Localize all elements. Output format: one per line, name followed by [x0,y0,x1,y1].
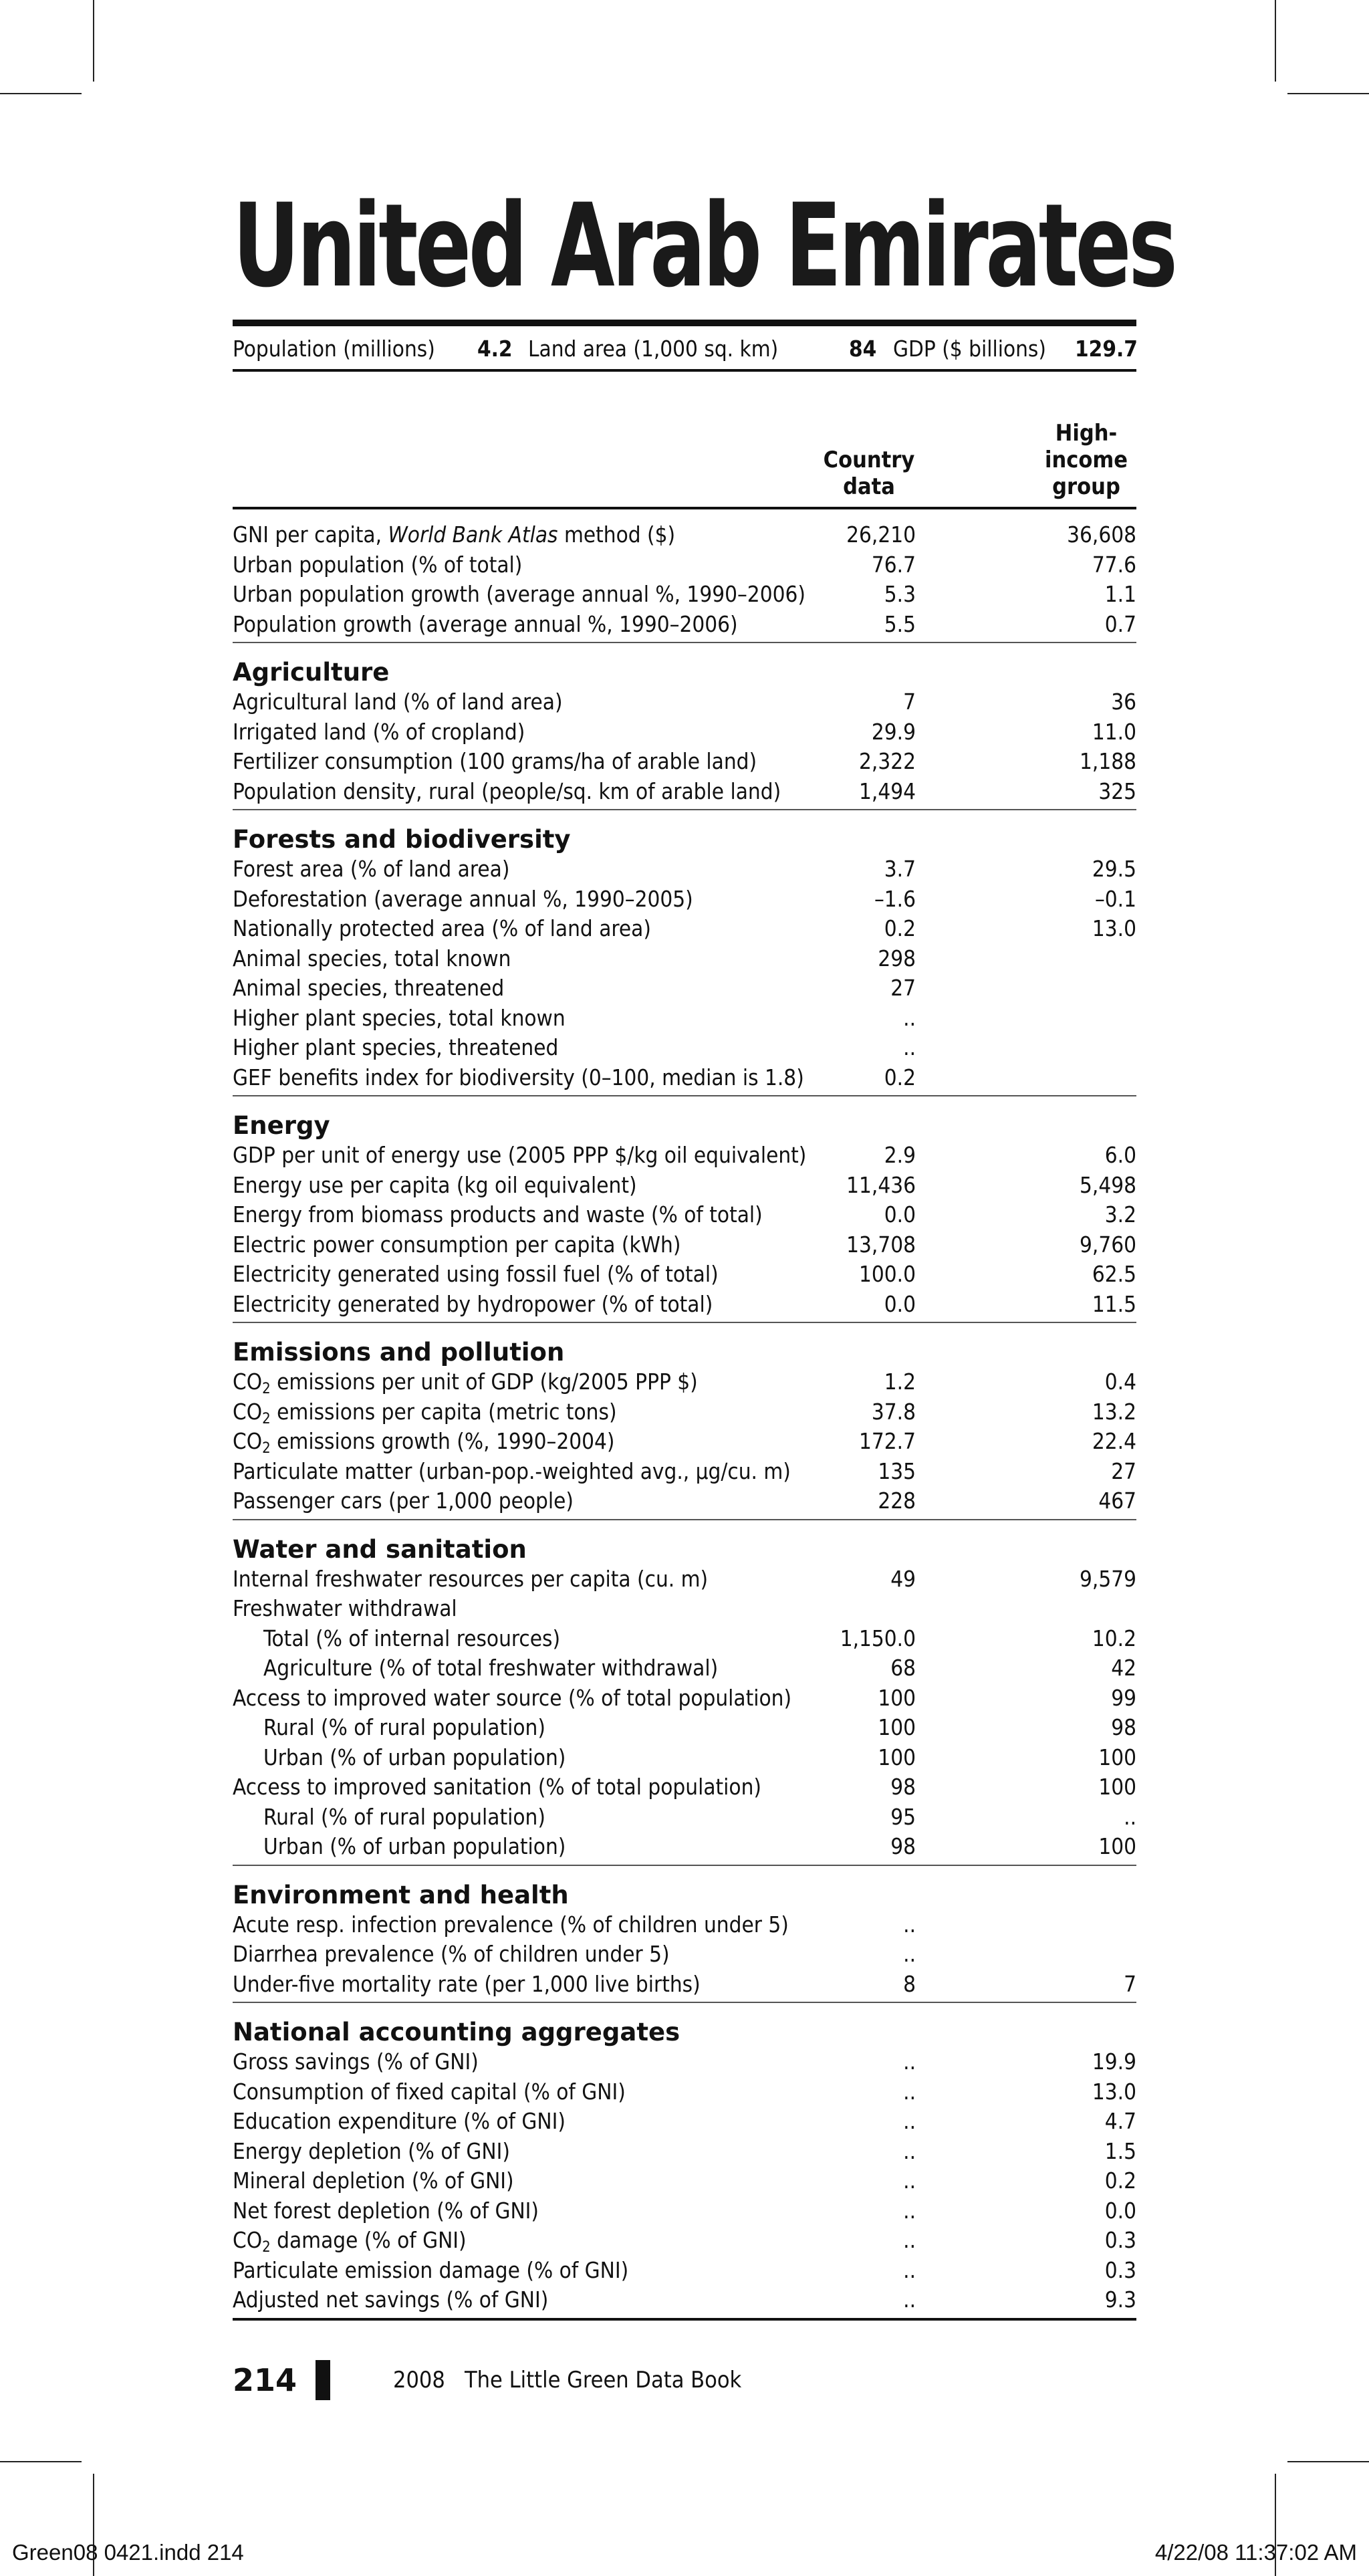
high-income-value: 6.0 [1104,1142,1136,1168]
crop-mark [93,0,94,82]
row-label: Consumption of fixed capital (% of GNI) [233,2078,626,2105]
country-value: .. [903,1004,916,1031]
row-label: Population growth (average annual %, 1990–2006) [233,610,738,637]
country-value: 27 [890,975,916,1001]
country-value: –1.6 [874,885,916,912]
section-agriculture [233,658,1136,810]
gdp-value: 129.7 [1075,336,1138,362]
high-income-value: 77.6 [1092,551,1136,578]
country-value: .. [903,2168,916,2194]
table-row [233,944,1136,974]
co2-subscript: 2 [262,1440,271,1457]
crop-mark [0,93,82,94]
country-value: .. [903,2256,916,2283]
high-income-value: 11.0 [1092,718,1136,745]
table-row [233,1486,1136,1516]
summary-bar [233,334,1136,364]
section-title: National accounting aggregates [233,2018,680,2046]
country-value: 2.9 [884,1142,916,1168]
row-label: Rural (% of rural population) [263,1803,545,1830]
high-income-value: 29.5 [1092,856,1136,882]
population-label: Population (millions) [233,336,435,362]
high-income-value: 3.2 [1104,1201,1136,1227]
table-row [233,520,1136,550]
country-value: .. [903,2287,916,2313]
country-value: 100 [878,1684,916,1711]
country-value: 298 [878,945,916,971]
high-income-value: 10.2 [1092,1625,1136,1651]
row-label: Electricity generated by hydropower (% of total) [233,1290,713,1317]
section-emissions-and-pollution [233,1338,1136,1520]
table-row [233,914,1136,944]
high-income-value: 9.3 [1104,2287,1136,2313]
row-label: Population density, rural (people/sq. km of arable land) [233,778,781,804]
page-number: 214 [233,2362,297,2398]
row-label: Nationally protected area (% of land area) [233,915,651,941]
row-label: Under-five mortality rate (per 1,000 live births) [233,1970,701,1997]
row-label: Particulate matter (urban-pop.-weighted avg., µg/cu. m) [233,1457,791,1484]
row-label: GDP per unit of energy use (2005 PPP $/kg oil equivalent) [233,1142,807,1168]
row-label-emphasis: World Bank Atlas [388,521,558,548]
country-value: 5.5 [884,610,916,637]
row-label-text: emissions per capita (metric tons) [270,1398,617,1425]
high-income-value: 19.9 [1092,2048,1136,2075]
row-label: Agriculture (% of total freshwater withdrawal) [263,1655,719,1681]
high-income-value: 0.4 [1104,1369,1136,1395]
country-value: 0.0 [884,1290,916,1317]
country-value: 37.8 [871,1398,916,1425]
country-value: 100.0 [859,1261,916,1287]
row-label: Energy use per capita (kg oil equivalent) [233,1171,637,1198]
high-income-value: 9,760 [1080,1231,1136,1258]
country-value: 98 [890,1774,916,1800]
row-label-text: damage (% of GNI) [270,2227,467,2253]
table-row [233,1427,1136,1457]
row-label: Agricultural land (% of land area) [233,689,563,715]
row-label: Mineral depletion (% of GNI) [233,2168,514,2194]
country-value: 100 [878,1744,916,1770]
table-row [233,2226,1136,2256]
high-income-value: 62.5 [1092,1261,1136,1287]
high-income-value: 13.2 [1092,1398,1136,1425]
country-value: 3.7 [884,856,916,882]
co2-text: CO [233,1398,263,1425]
table-row [233,2137,1136,2167]
high-income-value: 42 [1111,1655,1136,1681]
row-label-text: emissions growth (%, 1990–2004) [270,1428,615,1454]
country-value: 68 [890,1655,916,1681]
crop-mark [1287,2461,1369,2462]
section-title: Forests and biodiversity [233,825,571,854]
row-label: Access to improved sanitation (% of total population) [233,1774,761,1800]
section-title: Agriculture [233,658,390,687]
row-label: Passenger cars (per 1,000 people) [233,1488,574,1514]
co2-subscript: 2 [262,2239,271,2256]
row-label [233,1427,614,1456]
high-income-value: 325 [1098,778,1136,804]
row-label: Animal species, total known [233,945,511,971]
intro-section [233,520,1136,643]
high-income-value: 1.1 [1104,581,1136,607]
table-row [233,1063,1136,1093]
table-row [233,717,1136,747]
row-label: Electric power consumption per capita (kWh) [233,1231,681,1258]
table-row [233,1367,1136,1397]
high-income-value: 1,188 [1080,748,1136,774]
country-value: .. [903,1911,916,1938]
row-label: Acute resp. infection prevalence (% of children under 5) [233,1911,789,1938]
high-income-value: 27 [1111,1457,1136,1484]
table-row [233,885,1136,915]
row-label: Animal species, threatened [233,975,505,1001]
row-label: Diarrhea prevalence (% of children under 5) [233,1941,670,1967]
country-data-header: Country data [823,447,915,500]
table-row [233,854,1136,885]
row-label: Higher plant species, threatened [233,1034,559,1060]
country-value: 76.7 [871,551,916,578]
high-income-value: 0.2 [1104,2168,1136,2194]
country-value: 172.7 [859,1428,916,1454]
gdp-label: GDP ($ billions) [893,336,1046,362]
country-value: .. [903,2137,916,2164]
table-row [233,1940,1136,1970]
table-row [233,2047,1136,2077]
row-label: Forest area (% of land area) [233,856,510,882]
country-value: 1,494 [859,778,916,804]
table-row [233,1832,1136,1862]
slug-file: Green08 0421.indd 214 [12,2540,244,2565]
table-row [233,777,1136,807]
row-label: Total (% of internal resources) [263,1625,561,1651]
row-label [233,520,675,550]
row-label: Urban population growth (average annual %, 1990–2006) [233,581,805,607]
table-row [233,1200,1136,1230]
high-income-value: 0.3 [1104,2256,1136,2283]
high-income-value: 36 [1111,689,1136,715]
table-row [233,2107,1136,2137]
row-label: Particulate emission damage (% of GNI) [233,2256,629,2283]
table-row [233,2196,1136,2226]
table-row [233,1970,1136,2000]
co2-text: CO [233,1369,263,1395]
table-row [233,1004,1136,1034]
high-income-value: –0.1 [1094,885,1136,912]
table-row [233,1457,1136,1487]
country-value: 0.2 [884,1064,916,1090]
indicator-table [233,520,1136,2335]
row-label: Net forest depletion (% of GNI) [233,2197,539,2224]
high-income-value: 100 [1098,1744,1136,1770]
country-value: 13,708 [846,1231,916,1258]
high-income-value: 100 [1098,1774,1136,1800]
title-rule [233,320,1136,326]
section-forests-and-biodiversity [233,825,1136,1096]
crop-mark [1275,0,1276,82]
section-title: Water and sanitation [233,1534,527,1564]
row-label: Rural (% of rural population) [263,1714,545,1740]
table-row [233,1713,1136,1743]
country-value: 2,322 [859,748,916,774]
country-value: 95 [890,1803,916,1830]
table-row [233,2166,1136,2196]
country-value: 1.2 [884,1369,916,1395]
crop-mark [1287,93,1369,94]
table-row [233,2256,1136,2286]
page-title: United Arab Emirates [233,179,1175,313]
table-row [233,747,1136,777]
land-area-value: 84 [849,336,877,362]
table-row [233,2077,1136,2107]
row-label [233,2226,467,2255]
country-value: 1,150.0 [840,1625,916,1651]
row-label: GEF benefits index for biodiversity (0–100, median is 1.8) [233,1064,804,1090]
header-rule [233,507,1136,509]
table-row [233,610,1136,640]
country-value: 98 [890,1833,916,1859]
country-value: 0.0 [884,1201,916,1227]
table-row [233,1260,1136,1290]
country-value: 29.9 [871,718,916,745]
table-row [233,1564,1136,1595]
table-row [233,1141,1136,1171]
country-value: .. [903,2197,916,2224]
row-label: Electricity generated using fossil fuel (% of total) [233,1261,719,1287]
row-label-text: emissions per unit of GDP (kg/2005 PPP $) [270,1369,698,1395]
high-income-value: 13.0 [1092,2078,1136,2105]
crop-mark [0,2461,82,2462]
section-title: Energy [233,1111,330,1140]
country-value: 0.2 [884,915,916,941]
high-income-value: 11.5 [1092,1290,1136,1317]
table-row [233,1397,1136,1427]
country-value: .. [903,2078,916,2105]
high-income-value: 99 [1111,1684,1136,1711]
row-label: Energy depletion (% of GNI) [233,2137,510,2164]
table-row [233,550,1136,580]
country-value: .. [903,1941,916,1967]
high-income-header: High- income group [1044,420,1128,500]
section-national-accounting-aggregates [233,2018,1136,2321]
high-income-value: .. [1124,1803,1136,1830]
country-value: 26,210 [846,521,916,548]
page-footer [233,2360,742,2400]
table-row [233,1683,1136,1714]
row-label: Urban (% of urban population) [263,1744,566,1770]
country-value: 5.3 [884,581,916,607]
book-title: 2008 The Little Green Data Book [393,2367,742,2393]
land-area-label: Land area (1,000 sq. km) [528,336,779,362]
row-label: Fertilizer consumption (100 grams/ha of arable land) [233,748,757,774]
table-row [233,1230,1136,1260]
table-row [233,687,1136,717]
country-value: 11,436 [846,1171,916,1198]
table-row [233,2285,1136,2315]
high-income-value: 7 [1124,1970,1136,1997]
table-row [233,1743,1136,1773]
country-value: 228 [878,1488,916,1514]
row-label: Urban population (% of total) [233,551,523,578]
country-value: 7 [903,689,916,715]
country-value: 100 [878,1714,916,1740]
high-income-value: 0.0 [1104,2197,1136,2224]
high-income-value: 1.5 [1104,2137,1136,2164]
section-title: Emissions and pollution [233,1338,565,1367]
row-label [233,1367,698,1397]
table-row [233,580,1136,610]
high-income-value: 4.7 [1104,2108,1136,2134]
high-income-value: 5,498 [1080,1171,1136,1198]
country-value: 8 [903,1970,916,1997]
section-energy [233,1111,1136,1323]
table-row [233,1033,1136,1063]
table-row [233,1653,1136,1683]
country-value: .. [903,2227,916,2253]
row-label: Adjusted net savings (% of GNI) [233,2287,549,2313]
high-income-value: 0.3 [1104,2227,1136,2253]
row-label [233,1397,617,1427]
row-label: Irrigated land (% of cropland) [233,718,525,745]
row-label-part: GNI per capita, [233,521,388,548]
high-income-value: 98 [1111,1714,1136,1740]
co2-text: CO [233,1428,263,1454]
row-label: Internal freshwater resources per capita (cu. m) [233,1565,709,1592]
page-number-bar [316,2360,330,2400]
row-label: Higher plant species, total known [233,1004,566,1031]
summary-rule [233,369,1136,372]
table-row [233,973,1136,1004]
row-label: Gross savings (% of GNI) [233,2048,479,2075]
table-row [233,1772,1136,1802]
row-label: Freshwater withdrawal [233,1595,457,1621]
population-value: 4.2 [477,336,513,362]
high-income-value: 9,579 [1080,1565,1136,1592]
section-environment-and-health [233,1881,1136,2004]
table-row [233,1910,1136,1940]
row-label: Education expenditure (% of GNI) [233,2108,566,2134]
table-row [233,1171,1136,1201]
row-label-part: method ($) [557,521,676,548]
section-water-and-sanitation [233,1535,1136,1866]
high-income-value: 467 [1098,1488,1136,1514]
table-row [233,1802,1136,1833]
table-row [233,1290,1136,1320]
high-income-value: 0.7 [1104,610,1136,637]
country-value: .. [903,2048,916,2075]
table-row [233,1624,1136,1654]
row-label: Urban (% of urban population) [263,1833,566,1859]
co2-subscript: 2 [262,1381,271,1397]
high-income-value: 100 [1098,1833,1136,1859]
row-label: Access to improved water source (% of total population) [233,1684,792,1711]
table-row [233,1594,1136,1624]
country-value: .. [903,2108,916,2134]
co2-subscript: 2 [262,1410,271,1427]
section-title: Environment and health [233,1880,569,1909]
country-value: .. [903,1034,916,1060]
country-value: 49 [890,1565,916,1592]
high-income-value: 22.4 [1092,1428,1136,1454]
high-income-value: 13.0 [1092,915,1136,941]
co2-text: CO [233,2227,263,2253]
row-label: Deforestation (average annual %, 1990–2005) [233,885,693,912]
country-value: 135 [878,1457,916,1484]
slug-timestamp: 4/22/08 11:37:02 AM [1154,2540,1357,2565]
high-income-value: 36,608 [1067,521,1136,548]
row-label: Energy from biomass products and waste (% of total) [233,1201,763,1227]
